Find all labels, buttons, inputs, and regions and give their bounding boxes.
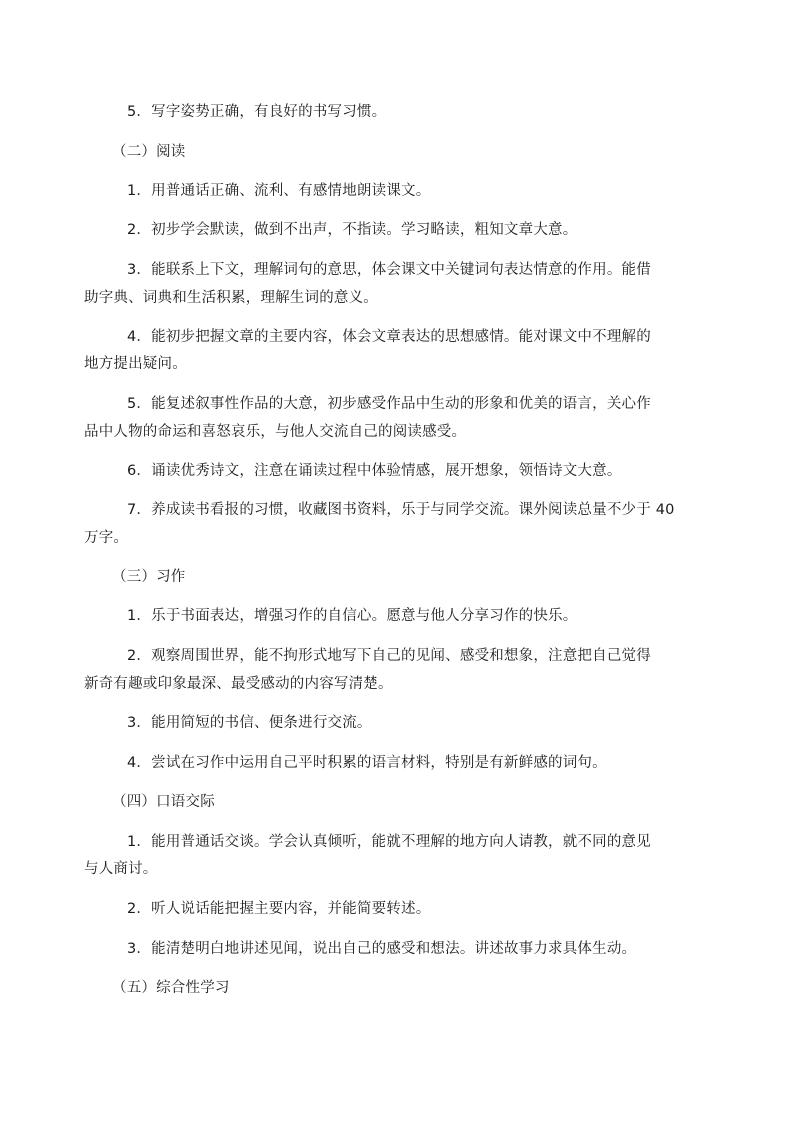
reading-item-7-cont: 万字。 [84,530,129,546]
writing-item-2-cont: 新奇有趣或印象最深、最受感动的内容写清楚。 [84,676,393,692]
writing-item-5: 5．写字姿势正确，有良好的书写习惯。 [127,104,387,120]
reading-item-3: 3．能联系上下文，理解词句的意思，体会课文中关键词句表达情意的作用。能借 [127,262,651,278]
section-heading-comprehensive: （五）综合性学习 [112,980,230,996]
section-heading-oral: （四）口语交际 [112,794,215,810]
reading-item-5-cont: 品中人物的命运和喜怒哀乐，与他人交流自己的阅读感受。 [84,424,467,440]
reading-item-1: 1．用普通话正确、流利、有感情地朗读课文。 [127,183,431,199]
reading-item-3-cont: 助字典、词典和生活积累，理解生词的意义。 [84,290,378,306]
writing-item-2: 2．观察周围世界，能不拘形式地写下自己的见闻、感受和想象，注意把自己觉得 [127,648,651,664]
oral-item-1: 1．能用普通话交谈。学会认真倾听，能就不理解的地方向人请教，就不同的意见 [127,834,651,850]
section-heading-reading: （二）阅读 [112,144,186,160]
oral-item-1-cont: 与人商讨。 [84,861,158,877]
reading-item-5: 5．能复述叙事性作品的大意，初步感受作品中生动的形象和优美的语言，关心作 [127,396,651,412]
reading-item-4-cont: 地方提出疑问。 [84,356,187,372]
reading-item-4: 4．能初步把握文章的主要内容，体会文章表达的思想感情。能对课文中不理解的 [127,329,651,345]
oral-item-3: 3．能清楚明白地讲述见闻，说出自己的感受和想法。讲述故事力求具体生动。 [127,941,637,957]
reading-item-2: 2．初步学会默读，做到不出声，不指读。学习略读，粗知文章大意。 [127,222,578,238]
section-heading-writing: （三）习作 [112,569,186,585]
writing-item-4: 4．尝试在习作中运用自己平时积累的语言材料，特别是有新鲜感的词句。 [127,755,607,771]
writing-item-1: 1．乐于书面表达，增强习作的自信心。愿意与他人分享习作的快乐。 [127,608,578,624]
reading-item-7: 7．养成读书看报的习惯，收藏图书资料，乐于与同学交流。课外阅读总量不少于 40 [127,502,675,518]
writing-item-3: 3．能用简短的书信、便条进行交流。 [127,715,372,731]
reading-item-6: 6．诵读优秀诗文，注意在诵读过程中体验情感，展开想象，领悟诗文大意。 [127,463,622,479]
oral-item-2: 2．听人说话能把握主要内容，并能简要转述。 [127,901,431,917]
